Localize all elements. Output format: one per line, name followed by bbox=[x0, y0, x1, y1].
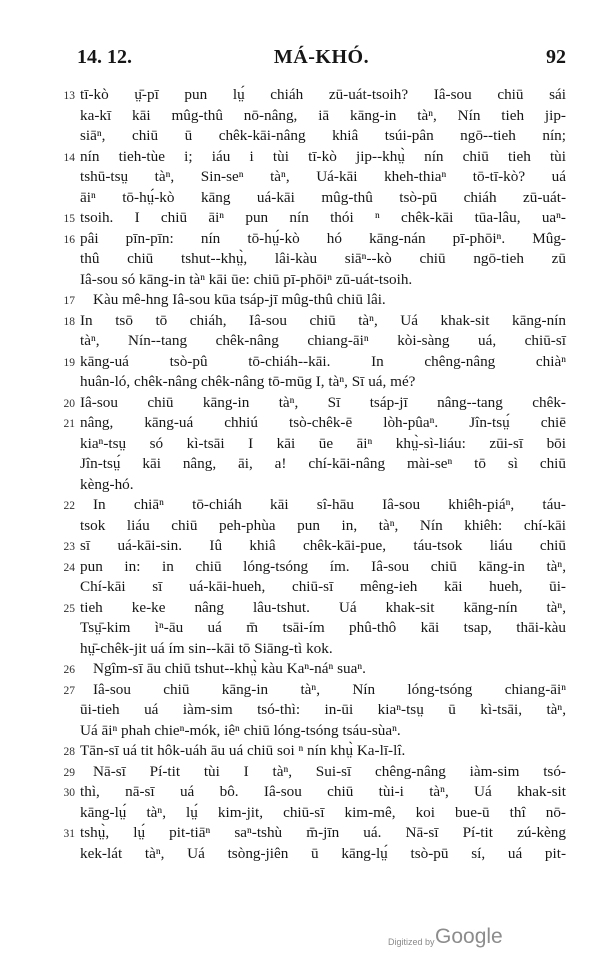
verse-number: 31 bbox=[63, 828, 75, 840]
line-text: Nā-sī Pí-tit tùi I tàⁿ, Sui-sī chêng-nâng iàm-sim tsó- bbox=[93, 762, 566, 780]
line-text: sī uá-kāi-sin. Iû khiâ chêk-kāi-pue, táu-tsok liáu chiū bbox=[80, 537, 566, 554]
line-text: tshū-tsṳ tàⁿ, Sin-seⁿ tàⁿ, Uá-kāi kheh-thiaⁿ tō-tī-kò? uá bbox=[80, 168, 566, 185]
text-line bbox=[80, 188, 566, 209]
line-text: thû chiū tshut--khṳ̀, lâi-kàu siāⁿ--kò chiū ngō-tieh zū bbox=[80, 250, 566, 267]
line-text: In tsō tō chiáh, Iâ-sou chiū tàⁿ, Uá khak-sit kāng-nín bbox=[80, 311, 566, 329]
text-line bbox=[63, 208, 566, 229]
verse-number: 21 bbox=[63, 418, 75, 430]
text-line bbox=[63, 495, 566, 516]
line-text: kek-lát tàⁿ, Uá tsòng-jiên ū kāng-lṳ́ tsò-pū sí, uá pit- bbox=[80, 844, 566, 862]
line-text: tsok liáu chiū peh-phùa pun in, tàⁿ, Nín khiêh: chí-kāi bbox=[80, 516, 566, 534]
text-line bbox=[63, 85, 566, 106]
digitized-watermark bbox=[388, 925, 518, 951]
verse-number: 24 bbox=[63, 561, 75, 574]
line-text: tieh ke-ke nâng lâu-tshut. Uá khak-sit kāng-nín tàⁿ, bbox=[80, 598, 566, 616]
verse-number: 23 bbox=[63, 541, 75, 553]
text-line bbox=[63, 147, 566, 168]
text-line bbox=[63, 659, 566, 680]
line-text: tshṳ̀, lṳ́ pit-tiāⁿ saⁿ-tshù m̄-jīn uá. Nā-sī Pí-tit zú-kèng bbox=[80, 824, 566, 841]
verse-number: 25 bbox=[63, 602, 75, 615]
line-text: ka-kī kāi mûg-thû nō-nâng, iā kāng-in tàⁿ, Nín tieh jip- bbox=[80, 106, 566, 124]
text-line bbox=[63, 782, 566, 803]
verse-number: 17 bbox=[63, 295, 75, 307]
text-line bbox=[63, 536, 566, 557]
text-line bbox=[80, 700, 566, 721]
text-line bbox=[80, 249, 566, 270]
line-text: tī-kò ṳ̄-pī pun lṳ́ chiáh zū-uát-tsoih? Iâ-sou chiū sái bbox=[80, 86, 566, 103]
text-line bbox=[63, 393, 566, 414]
text-line bbox=[80, 577, 566, 598]
text-line bbox=[80, 106, 566, 127]
text-line bbox=[80, 639, 566, 660]
text-line bbox=[80, 372, 566, 393]
text-line bbox=[63, 352, 566, 373]
text-line bbox=[63, 823, 566, 844]
verse-number: 30 bbox=[63, 787, 75, 799]
running-title: MÁ-KHÓ. bbox=[273, 46, 370, 68]
verse-number: 20 bbox=[63, 397, 75, 410]
line-text: Tān-sī uá tit hôk-uáh āu uá chiū soi ⁿ nín khṳ̀ Ka-lī-lî. bbox=[80, 742, 406, 759]
line-text: Tsṳ̄-kim ìⁿ-āu uá m̄ tsāi-ím phû-thô kāi tsap, thāi-kàu bbox=[80, 619, 566, 636]
verse-number: 18 bbox=[63, 315, 75, 328]
line-text: nín tieh-tùe i; iáu i tùi tī-kò jip--khṳ̀ nín chiū tieh tùi bbox=[80, 147, 566, 165]
line-text: tàⁿ, Nín--tang chêk-nâng chiang-āiⁿ kòi-sàng uá, chiū-sī bbox=[80, 332, 566, 349]
line-text: kāng-uá tsò-pû tō-chiáh--kāi. In chêng-nâng chiàⁿ bbox=[80, 352, 566, 370]
verse-number: 13 bbox=[63, 90, 75, 102]
text-line bbox=[63, 598, 566, 619]
text-line bbox=[63, 557, 566, 578]
verse-number: 27 bbox=[63, 684, 75, 697]
text-line bbox=[63, 413, 566, 434]
line-text: Iâ-sou chiū kāng-in tàⁿ, Sī tsáp-jī nâng--tang chêk- bbox=[80, 393, 566, 411]
text-line bbox=[80, 167, 566, 188]
text-line bbox=[80, 844, 566, 865]
verse-number: 26 bbox=[63, 664, 75, 676]
text-body bbox=[63, 85, 566, 864]
line-text: kiaⁿ-tsṳ só kì-tsāi I kāi ūe āiⁿ khṳ̀-sì-liáu: zūi-sī bōi bbox=[80, 434, 566, 452]
line-text: thì, nā-sī uá bô. Iâ-sou chiū tùi-i tàⁿ, Uá khak-sit bbox=[80, 783, 566, 800]
verse-number: 29 bbox=[63, 766, 75, 779]
line-text: Kàu mê-hng Iâ-sou kūa tsáp-jī mûg-thû chiū lâi. bbox=[93, 291, 386, 308]
text-line bbox=[63, 741, 566, 762]
text-line bbox=[80, 454, 566, 475]
line-text: Jîn-tsṳ́ kāi nâng, āi, a! chí-kāi-nâng mài-seⁿ tō sì chiū bbox=[80, 455, 566, 472]
text-line bbox=[80, 434, 566, 455]
line-text: In chiāⁿ tō-chiáh kāi sî-hāu Iâ-sou khiêh-piáⁿ, táu- bbox=[93, 496, 566, 513]
page-header bbox=[77, 46, 566, 70]
text-line bbox=[80, 126, 566, 147]
line-text: kāng-lṳ́ tàⁿ, lṳ́ kim-jit, chiū-sī kim-mê, koi bue-ū thî nō- bbox=[80, 803, 566, 821]
text-line bbox=[80, 721, 566, 742]
line-text: pun in: in chiū lóng-tsóng ím. Iâ-sou chiū kāng-in tàⁿ, bbox=[80, 557, 566, 575]
text-line bbox=[63, 311, 566, 332]
line-text: pâi pīn-pīn: nín tō-hṳ́-kò hó kāng-nán pī-phōiⁿ. Mûg- bbox=[80, 229, 566, 247]
line-text: Uá āiⁿ phah chieⁿ-mók, iêⁿ chiū lóng-tsóng tsáu-sùaⁿ. bbox=[80, 721, 401, 739]
line-text: siāⁿ, chiū ū chêk-kāi-nâng khiâ tsúi-pân ngō--tieh nín; bbox=[80, 127, 566, 144]
line-text: tsoih. I chiū āiⁿ pun nín thói ⁿ chêk-kāi tūa-lâu, uaⁿ- bbox=[80, 209, 566, 226]
text-line bbox=[63, 680, 566, 701]
verse-number: 15 bbox=[63, 213, 75, 225]
google-logo-text: Google bbox=[435, 925, 503, 948]
text-line bbox=[80, 803, 566, 824]
text-line bbox=[80, 516, 566, 537]
line-text: hṳ̄-chêk-jit uá ím sin--kāi tō Siāng-tì kok. bbox=[80, 639, 333, 657]
line-text: kèng-hó. bbox=[80, 475, 134, 493]
line-text: Iâ-sou chiū kāng-in tàⁿ, Nín lóng-tsóng chiang-āiⁿ bbox=[93, 680, 566, 698]
verse-number: 16 bbox=[63, 233, 75, 246]
text-line bbox=[80, 331, 566, 352]
text-line bbox=[80, 270, 566, 291]
text-line bbox=[80, 475, 566, 496]
line-text: āiⁿ tō-hṳ́-kò kāng uá-kāi mûg-thû tsò-pū chiáh zū-uát- bbox=[80, 188, 566, 206]
line-text: Iâ-sou só kāng-in tàⁿ kāi ūe: chiū pī-phōiⁿ zū-uát-tsoih. bbox=[80, 270, 413, 288]
digitized-label: Digitized by bbox=[388, 937, 435, 947]
verse-number: 14 bbox=[63, 151, 75, 164]
page-number: 92 bbox=[546, 46, 566, 68]
verse-number: 19 bbox=[63, 356, 75, 369]
chapter-verse-ref: 14. 12. bbox=[77, 46, 132, 68]
text-line bbox=[63, 762, 566, 783]
line-text: ūi-tieh uá iàm-sim tsó-thì: in-ūi kiaⁿ-tsṳ ū kì-tsāi, tàⁿ, bbox=[80, 701, 566, 718]
line-text: nâng, kāng-uá chhiú tsò-chêk-ē lòh-pûaⁿ. Jîn-tsṳ́ chiē bbox=[80, 414, 566, 431]
line-text: Ngîm-sī āu chiū tshut--khṳ̀ kàu Kaⁿ-náⁿ suaⁿ. bbox=[93, 660, 366, 677]
text-line bbox=[63, 229, 566, 250]
verse-number: 22 bbox=[63, 500, 75, 512]
text-line bbox=[80, 618, 566, 639]
verse-number: 28 bbox=[63, 746, 75, 758]
text-line bbox=[63, 290, 566, 311]
line-text: huân-ló, chêk-nâng chêk-nâng tō-mūg I, tàⁿ, Sī uá, mé? bbox=[80, 373, 416, 390]
line-text: Chí-kāi sī uá-kāi-hueh, chiū-sī mêng-ieh kāi hueh, ūi- bbox=[80, 578, 566, 595]
